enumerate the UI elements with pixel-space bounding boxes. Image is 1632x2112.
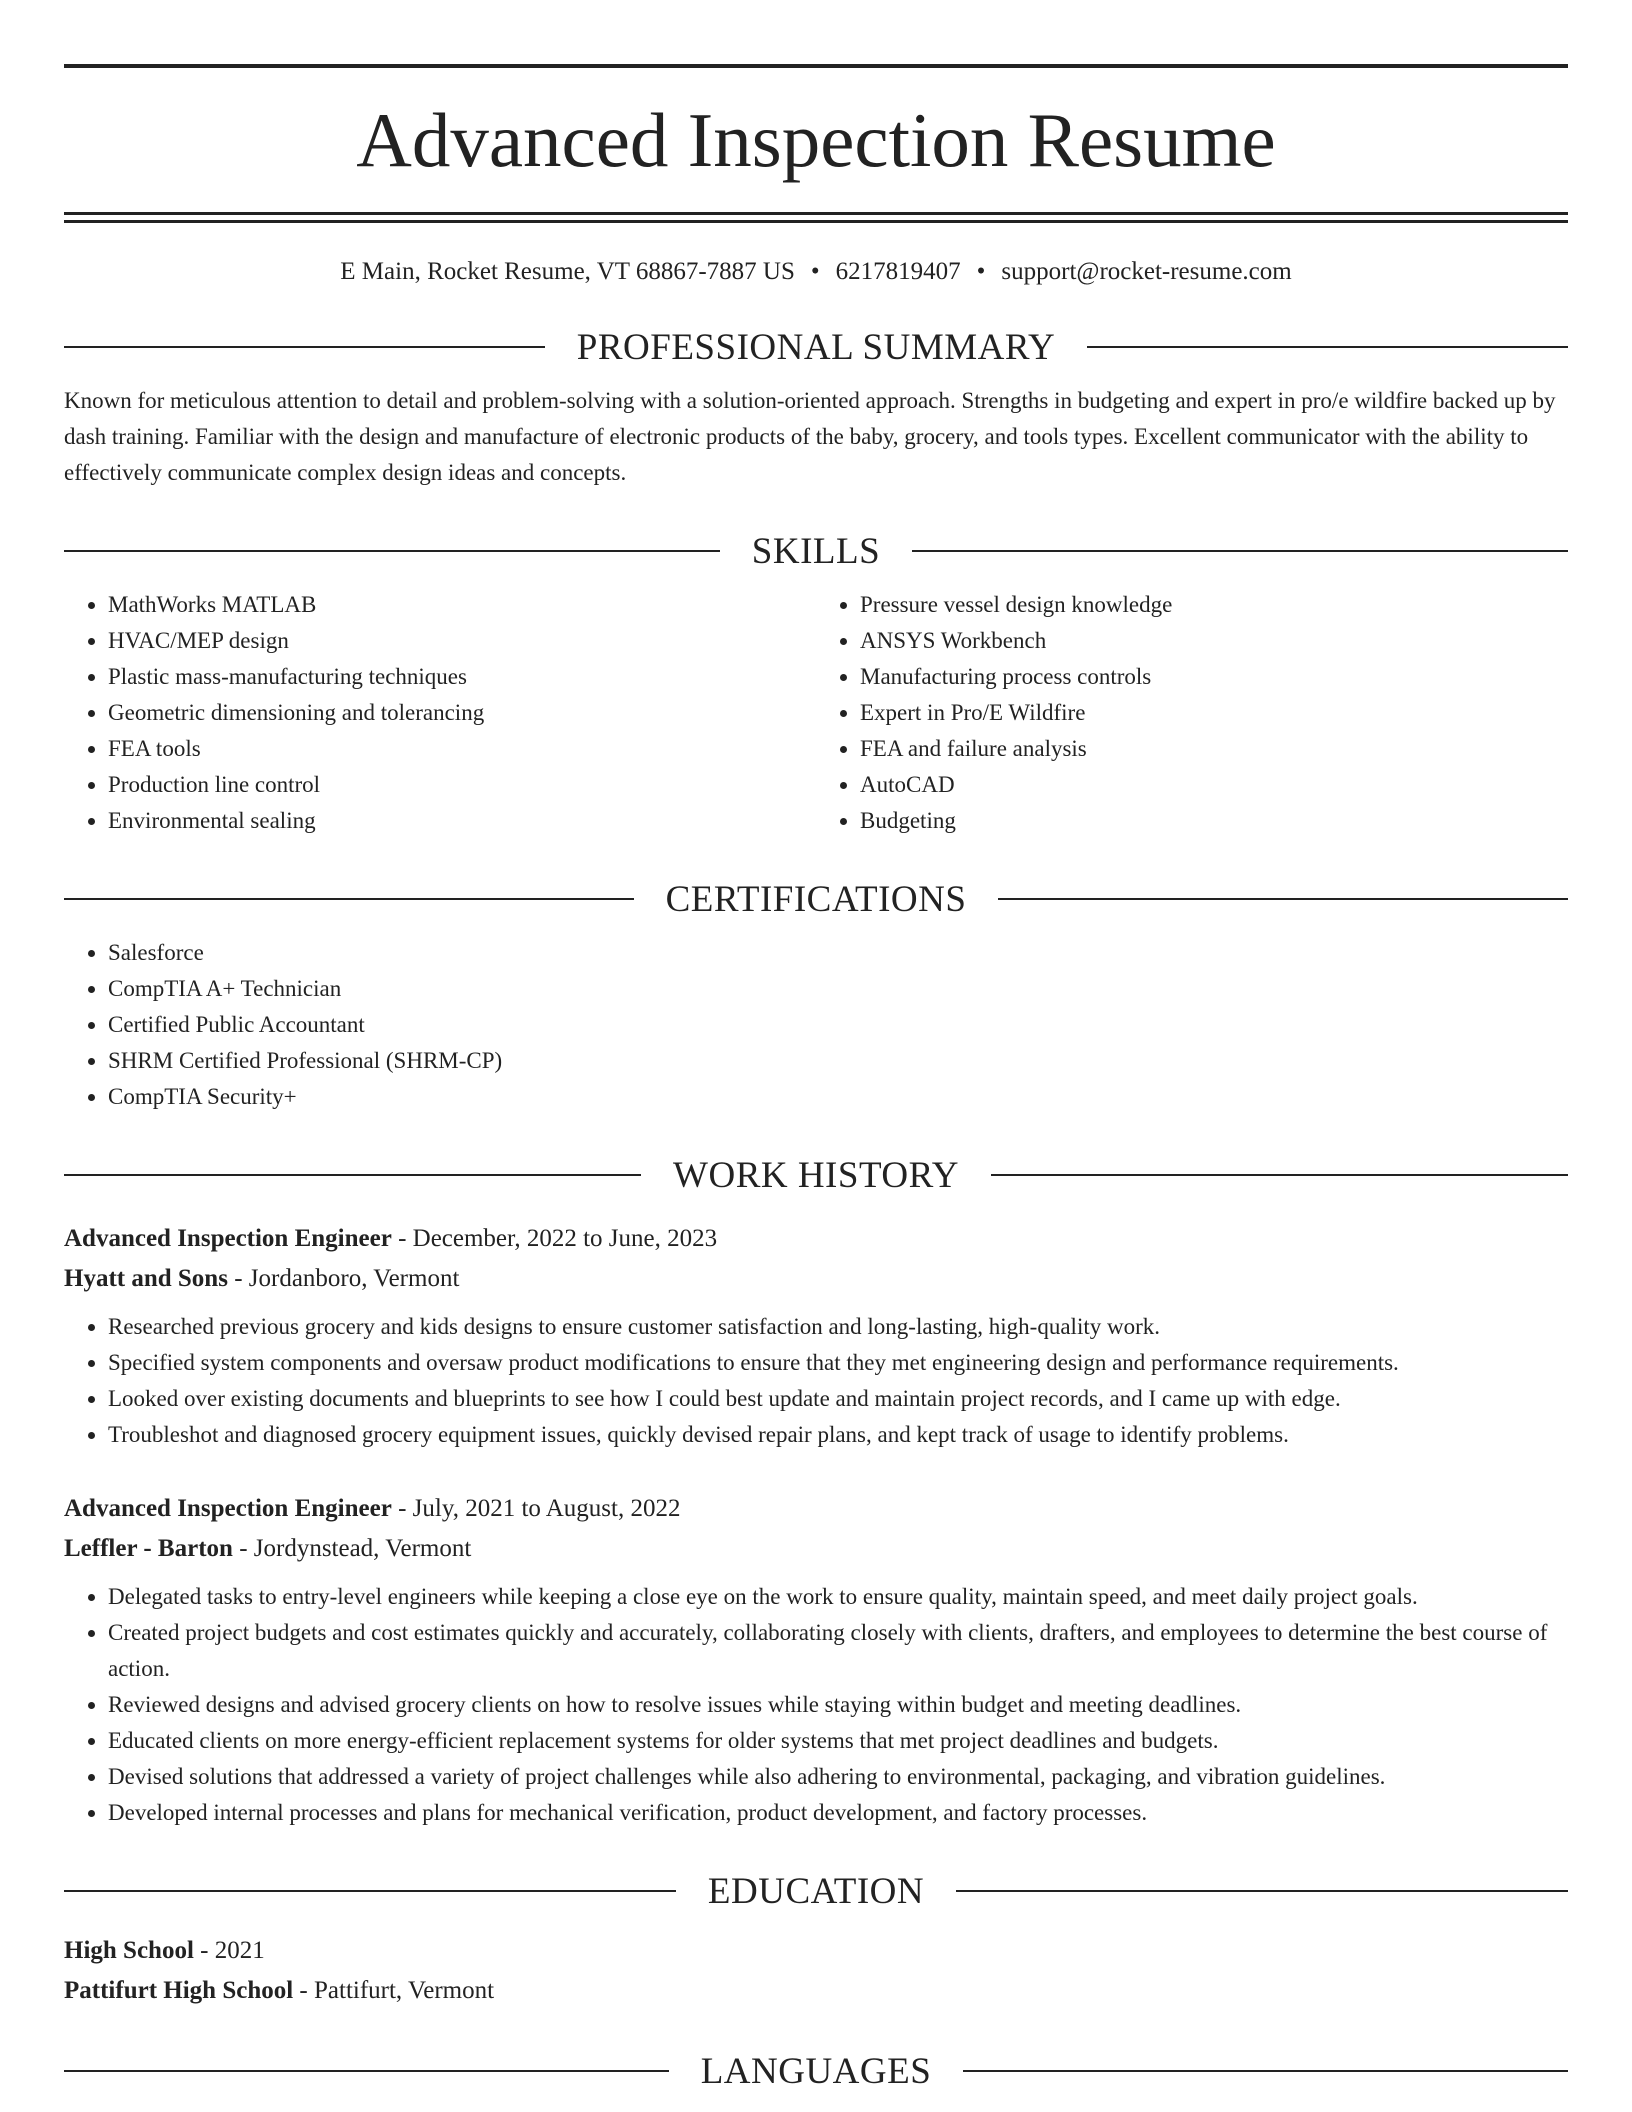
job-title: Advanced Inspection Engineer — [64, 1225, 392, 1252]
certification-item: • CompTIA Security+ — [108, 1079, 1568, 1115]
job-company-line — [64, 1529, 1568, 1569]
job-bullets — [64, 1309, 1568, 1453]
contact-phone: 6217819407 — [835, 258, 961, 285]
section-title: CERTIFICATIONS — [665, 878, 967, 920]
top-rule — [64, 64, 1568, 68]
skill-item: • Geometric dimensioning and tolerancing — [108, 695, 816, 731]
job-bullet: • Looked over existing documents and blueprints to see how I could best update and maintain project records, and I came up with edge. — [108, 1381, 1568, 1417]
divider-line — [64, 2070, 669, 2072]
education-location: - Pattifurt, Vermont — [293, 1977, 495, 2004]
divider-line — [963, 2070, 1568, 2072]
education-entry — [64, 1931, 1568, 2011]
work-history-heading — [64, 1155, 1568, 1195]
job-bullets — [64, 1579, 1568, 1831]
job-company: Hyatt and Sons — [64, 1265, 228, 1292]
certification-item: • SHRM Certified Professional (SHRM-CP) — [108, 1043, 1568, 1079]
certification-item: • Salesforce — [108, 935, 1568, 971]
skill-item: • Manufacturing process controls — [860, 659, 1568, 695]
job-bullet: • Created project budgets and cost estimates quickly and accurately, collaborating closely with clients, drafters, and employees to determine the best course of action. — [108, 1615, 1568, 1687]
job-entry — [64, 1489, 1568, 1831]
section-title: PROFESSIONAL SUMMARY — [576, 326, 1056, 368]
section-title: LANGUAGES — [700, 2050, 932, 2092]
divider-line — [64, 1174, 641, 1176]
divider-line — [64, 1890, 676, 1892]
skill-item: • HVAC/MEP design — [108, 623, 816, 659]
job-title: Advanced Inspection Engineer — [64, 1495, 392, 1522]
skill-item: • Environmental sealing — [108, 803, 816, 839]
job-bullet: • Troubleshot and diagnosed grocery equipment issues, quickly devised repair plans, and kept track of usage to identify problems. — [108, 1417, 1568, 1453]
education-year: - 2021 — [193, 1937, 265, 1964]
divider-line — [64, 550, 720, 552]
job-bullet: • Educated clients on more energy-efficient replacement systems for older systems that met project deadlines and budgets. — [108, 1723, 1568, 1759]
contact-address: E Main, Rocket Resume, VT 68867-7887 US — [340, 258, 795, 285]
skill-item: • Plastic mass-manufacturing techniques — [108, 659, 816, 695]
resume-page — [64, 64, 1568, 2091]
skill-item: • FEA and failure analysis — [860, 731, 1568, 767]
education-degree: High School — [64, 1937, 194, 1964]
skill-item: • Pressure vessel design knowledge — [860, 587, 1568, 623]
resume-title: Advanced Inspection Resume — [356, 97, 1276, 183]
skill-item: • Expert in Pro/E Wildfire — [860, 695, 1568, 731]
double-rule — [64, 212, 1568, 223]
divider-line — [912, 550, 1568, 552]
job-title-line — [64, 1489, 1568, 1529]
summary-heading — [64, 327, 1568, 367]
languages-heading — [64, 2051, 1568, 2091]
skill-item: • ANSYS Workbench — [860, 623, 1568, 659]
education-degree-line — [64, 1931, 1568, 1971]
divider-line — [956, 1890, 1568, 1892]
skill-item: • FEA tools — [108, 731, 816, 767]
separator-dot: • — [810, 258, 820, 285]
job-entry — [64, 1219, 1568, 1453]
section-title: SKILLS — [751, 530, 881, 572]
divider-line — [64, 898, 634, 900]
certifications-heading — [64, 879, 1568, 919]
skills-list-left — [64, 587, 816, 839]
job-bullet: • Reviewed designs and advised grocery clients on how to resolve issues while staying within budget and meeting deadlines. — [108, 1687, 1568, 1723]
skills-heading — [64, 531, 1568, 571]
summary-text: Known for meticulous attention to detail and problem-solving with a solution-oriented approach. Strengths in budgeting and expert in pro/e wildfire backed up by dash training. Familiar with the design and manufacture of electronic products of the baby, grocery, and tools types. Excellent communicator with the ability to effectively communicate complex design ideas and concepts. — [64, 388, 1556, 485]
job-bullet: • Researched previous grocery and kids designs to ensure customer satisfaction and long-lasting, high-quality work. — [108, 1309, 1568, 1345]
job-dates: - December, 2022 to June, 2023 — [391, 1225, 718, 1252]
contact-line — [64, 257, 1568, 287]
certification-item: • CompTIA A+ Technician — [108, 971, 1568, 1007]
contact-email: support@rocket-resume.com — [1001, 258, 1292, 285]
section-title: EDUCATION — [707, 1870, 925, 1912]
job-dates: - July, 2021 to August, 2022 — [391, 1495, 681, 1522]
job-bullet: • Specified system components and oversaw product modifications to ensure that they met engineering design and performance requirements. — [108, 1345, 1568, 1381]
skill-item: • MathWorks MATLAB — [108, 587, 816, 623]
skill-item: • AutoCAD — [860, 767, 1568, 803]
job-bullet: • Delegated tasks to entry-level engineers while keeping a close eye on the work to ensure quality, maintain speed, and meet daily project goals. — [108, 1579, 1568, 1615]
divider-line — [991, 1174, 1568, 1176]
education-school-line — [64, 1971, 1568, 2011]
job-location: - Jordanboro, Vermont — [227, 1265, 460, 1292]
job-bullet: • Developed internal processes and plans for mechanical verification, product development, and factory processes. — [108, 1795, 1568, 1831]
certifications-list — [64, 935, 1568, 1115]
job-location: - Jordynstead, Vermont — [232, 1535, 472, 1562]
divider-line — [998, 898, 1568, 900]
skills-list-right — [816, 587, 1568, 839]
skills-columns — [64, 587, 1568, 839]
divider-line — [64, 346, 545, 348]
job-company-line — [64, 1259, 1568, 1299]
job-company: Leffler - Barton — [64, 1535, 233, 1562]
certification-item: • Certified Public Accountant — [108, 1007, 1568, 1043]
separator-dot: • — [976, 258, 986, 285]
education-heading — [64, 1871, 1568, 1911]
divider-line — [1087, 346, 1568, 348]
job-title-line — [64, 1219, 1568, 1259]
education-school: Pattifurt High School — [64, 1977, 294, 2004]
skill-item: • Production line control — [108, 767, 816, 803]
job-bullet: • Devised solutions that addressed a variety of project challenges while also adhering to environmental, packaging, and vibration guidelines. — [108, 1759, 1568, 1795]
section-title: WORK HISTORY — [673, 1154, 959, 1196]
skill-item: • Budgeting — [860, 803, 1568, 839]
